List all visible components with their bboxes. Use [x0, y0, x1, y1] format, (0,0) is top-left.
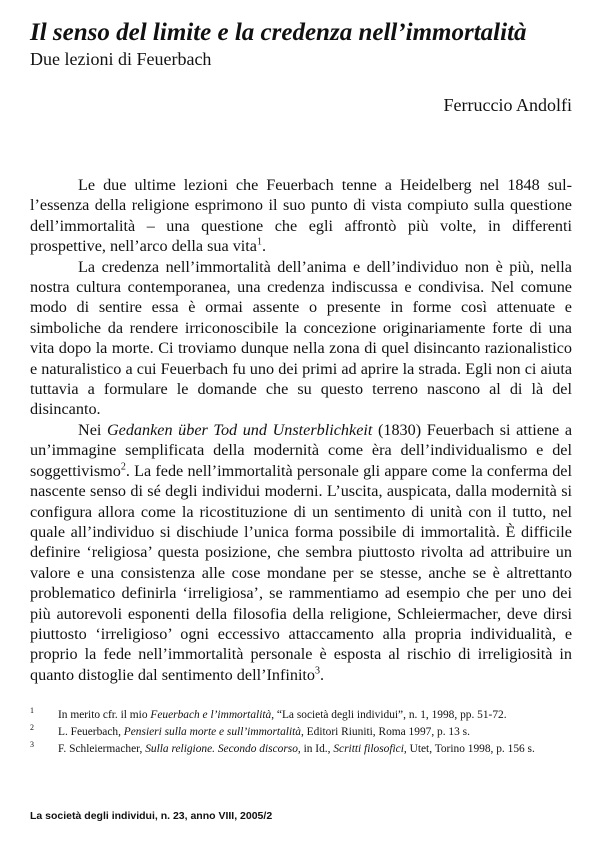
- footnote-text: , Editori Riuniti, Roma 1997, p. 13 s.: [300, 726, 470, 738]
- paragraph-text: (1830) Feuerbach si attiene a un’immagine semplificata della modernità come èra dell’individualismo e del soggettivismo: [30, 420, 573, 480]
- paragraph-1: [30, 175, 572, 257]
- footnote-text: F. Schleiermacher,: [58, 743, 146, 755]
- work-title: Gedanken über Tod und Unsterblichkeit: [106, 420, 373, 439]
- paragraph-text: Le due ultime lezioni che Feuerbach tenne a Heidelberg nel 1848 sull’essenza della religione esprimono il suo punto di vista compiuto sulla questione dell’immortalità – una questione che egli affrontò più volte, in differenti prospettive, nell’arco della sua vita: [30, 176, 572, 256]
- footnote-italic: Scritti filosofici: [333, 743, 404, 755]
- footnote-text: In merito cfr. il mio: [58, 709, 151, 721]
- footnotes: [30, 707, 572, 758]
- footnote-italic: Sulla religione. Secondo discorso: [145, 743, 298, 755]
- footnote-text: , “La società degli individui”, n. 1, 1998, pp. 51-72.: [271, 709, 507, 721]
- article-body: [30, 175, 572, 685]
- footnote-italic: Pensieri sulla morte e sull’immortalità: [123, 726, 301, 738]
- paragraph-text: Nei: [78, 420, 107, 439]
- author-name: Ferruccio Andolfi: [443, 95, 572, 115]
- footnote-text: , in Id.,: [297, 743, 334, 755]
- footnote-ref-1[interactable]: 1: [257, 236, 262, 248]
- footnote-1: [30, 707, 572, 724]
- footnote-text: L. Feuerbach,: [58, 726, 124, 738]
- article-title: Il senso del limite e la credenza nell’immortalità: [30, 19, 527, 46]
- paragraph-2: [30, 257, 572, 420]
- footnote-ref-3[interactable]: 3: [315, 665, 321, 677]
- paragraph-text: .: [262, 237, 267, 256]
- paragraph-text: La credenza nell’immortalità dell’anima e dell’individuo non è più, nella nostra cultura contemporanea, una credenza indiscussa e condivisa. Nel comune modo di sentire essa è ormai assente o presente in forme così attenuate e simboliche da rendere irriconoscibile la concezione originariamente forte di una vita dopo la morte. Ci troviamo dunque nella zona di quel disincanto razionalistico e naturalistico a cui Feuerbach fu uno dei primi ad aprire la strada. Egli non ci aiuta tuttavia a formulare le domande che su questo terreno nascono al di là del disincanto.: [30, 257, 572, 419]
- article-subtitle: Due lezioni di Feuerbach: [30, 49, 212, 69]
- footnote-2: [30, 724, 572, 741]
- paragraph-3: [30, 420, 572, 685]
- footnote-ref-2[interactable]: 2: [120, 461, 126, 473]
- footnote-number: 3: [30, 740, 34, 750]
- footnote-text: , Utet, Torino 1998, p. 156 s.: [403, 743, 535, 755]
- paragraph-text: .: [320, 665, 325, 684]
- footnote-number: 1: [30, 706, 34, 716]
- journal-footer: La società degli individui, n. 23, anno VIII, 2005/2: [30, 810, 273, 822]
- footnote-number: 2: [30, 723, 34, 733]
- footnote-3: [30, 741, 572, 758]
- footnote-italic: Feuerbach e l’immortalità: [150, 709, 272, 721]
- paragraph-text: . La fede nell’immortalità personale gli appare come la conferma del nascente senso di sé degli individui moderni. L’uscita, auspicata, dalla modernità si configura allora come la ricostituzione di un sentimento di unità con il tutto, nel quale all’individuo si dischiude l’unica forma possibile di immortalità. È difficile definire ‘religiosa’ questa posizione, che sembra piuttosto rivolta ad attribuire un valore e una consistenza alle cose mondane per se stesse, anche se è altrettanto problematico definirla ‘irreligiosa’, se rammentiamo ad esempio che per uno dei più autorevoli esponenti della filosofia della religione, Schleiermacher, deve dirsi piuttosto ‘irreligioso’ ogni eccessivo attaccamento alla propria individualità, e proprio la fede nell’immortalità personale è esposta al rischio di irreligiosità in quanto distoglie dal sentimento dell’Infinito: [30, 461, 572, 684]
